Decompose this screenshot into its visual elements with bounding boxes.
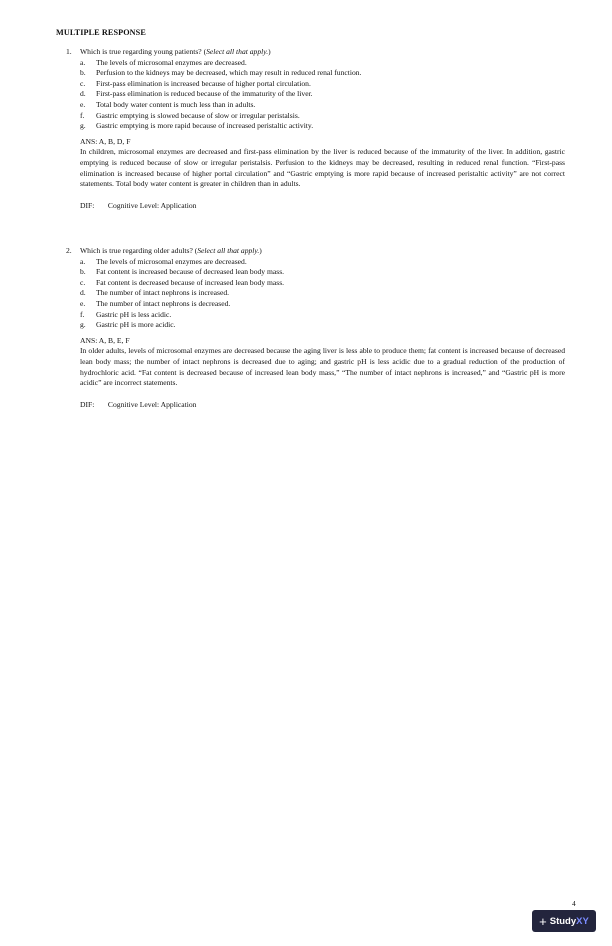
option-text: Gastric emptying is more rapid because of increased peristaltic activity.: [96, 121, 314, 131]
brand-name: [550, 916, 589, 927]
section-title: MULTIPLE RESPONSE: [56, 28, 146, 37]
dif-value: Cognitive Level: Application: [107, 200, 197, 210]
option-c: [56, 79, 576, 90]
option-g: [56, 121, 576, 132]
studyxy-badge[interactable]: [532, 910, 596, 932]
options-list: [56, 257, 576, 331]
answer-key: ANS: A, B, E, F: [80, 335, 130, 345]
question-number: 1.: [66, 47, 72, 56]
option-letter: d.: [80, 288, 86, 298]
option-text: The levels of microsomal enzymes are decreased.: [96, 256, 247, 266]
option-text: Gastric emptying is slowed because of slow or irregular peristalsis.: [96, 110, 300, 120]
option-letter: c.: [80, 78, 86, 88]
option-letter: d.: [80, 89, 86, 99]
stem-text: Which is true regarding older adults? (: [80, 246, 198, 255]
option-letter: f.: [80, 110, 85, 120]
option-d: [56, 288, 576, 299]
stem-italic: Select all that apply.: [206, 47, 269, 56]
option-letter: e.: [80, 298, 86, 308]
option-b: [56, 68, 576, 79]
options-list: [56, 58, 576, 132]
option-f: [56, 310, 576, 321]
option-c: [56, 278, 576, 289]
option-text: Total body water content is much less than in adults.: [96, 99, 256, 109]
difficulty-line: [56, 400, 576, 411]
answer-block: [56, 336, 576, 389]
option-g: [56, 320, 576, 331]
page-number: 4: [572, 899, 576, 908]
option-text: Gastric pH is less acidic.: [96, 309, 172, 319]
option-text: Gastric pH is more acidic.: [96, 320, 176, 330]
option-a: [56, 58, 576, 69]
stem-text: Which is true regarding young patients? (: [80, 47, 207, 56]
question-number: 2.: [66, 246, 72, 255]
option-text: The number of intact nephrons is decreased.: [96, 298, 231, 308]
option-letter: f.: [80, 309, 85, 319]
question-stem: [56, 246, 576, 257]
question-2: [56, 246, 576, 410]
option-text: The levels of microsomal enzymes are decreased.: [96, 57, 247, 67]
option-text: Fat content is decreased because of increased lean body mass.: [96, 277, 285, 287]
option-text: First-pass elimination is increased because of higher portal circulation.: [96, 78, 311, 88]
option-letter: g.: [80, 320, 86, 330]
brand-name-accent: XY: [576, 915, 589, 927]
option-text: First-pass elimination is reduced because of the immaturity of the liver.: [96, 89, 313, 99]
option-f: [56, 111, 576, 122]
dif-value: Cognitive Level: Application: [107, 399, 197, 409]
dif-label: DIF:: [80, 200, 95, 210]
option-letter: b.: [80, 267, 86, 277]
answer-block: [56, 137, 576, 190]
option-text: The number of intact nephrons is increased.: [96, 288, 230, 298]
option-e: [56, 299, 576, 310]
option-letter: c.: [80, 277, 86, 287]
stem-italic: Select all that apply.: [197, 246, 260, 255]
stem-end: ): [268, 47, 271, 56]
difficulty-line: [56, 201, 576, 212]
option-e: [56, 100, 576, 111]
option-letter: a.: [80, 57, 86, 67]
option-text: Perfusion to the kidneys may be decreased, which may result in reduced renal function.: [96, 68, 362, 78]
option-a: [56, 257, 576, 268]
option-letter: a.: [80, 256, 86, 266]
answer-rationale: In children, microsomal enzymes are decreased and first-pass elimination by the liver is reduced because of the immaturity of the liver. In addition, gastric emptying is reduced because of slow or irregular peristalsis. Perfusion to the kidneys may be decreased, resulting in reduced renal function. “First-pass elimination is increased because of higher portal circulation” and “Gastric emptying is more rapid because of increased peristaltic activity” are not correct statements. Total body water content is greater in children than in adults.: [80, 147, 565, 189]
question-stem: [56, 47, 576, 58]
question-1: [56, 47, 576, 211]
answer-rationale: In older adults, levels of microsomal enzymes are decreased because the aging liver is less able to produce them; fat content is increased because of decreased lean body mass; the number of intact nephrons is decreased due to aging; and gastric pH is less acidic due to a gradual reduction of the production of hydrochloric acid. “Fat content is decreased because of increased lean body mass,” “The number of intact nephrons is increased,” and “Gastric pH is more acidic” are incorrect statements.: [80, 346, 565, 388]
option-letter: e.: [80, 99, 86, 109]
option-text: Fat content is increased because of decreased lean body mass.: [96, 267, 285, 277]
stem-end: ): [259, 246, 262, 255]
option-d: [56, 89, 576, 100]
dif-label: DIF:: [80, 399, 95, 409]
option-letter: b.: [80, 68, 86, 78]
plus-icon: +: [539, 913, 547, 929]
answer-key: ANS: A, B, D, F: [80, 136, 131, 146]
option-letter: g.: [80, 121, 86, 131]
brand-name-main: Study: [549, 915, 577, 927]
option-b: [56, 267, 576, 278]
